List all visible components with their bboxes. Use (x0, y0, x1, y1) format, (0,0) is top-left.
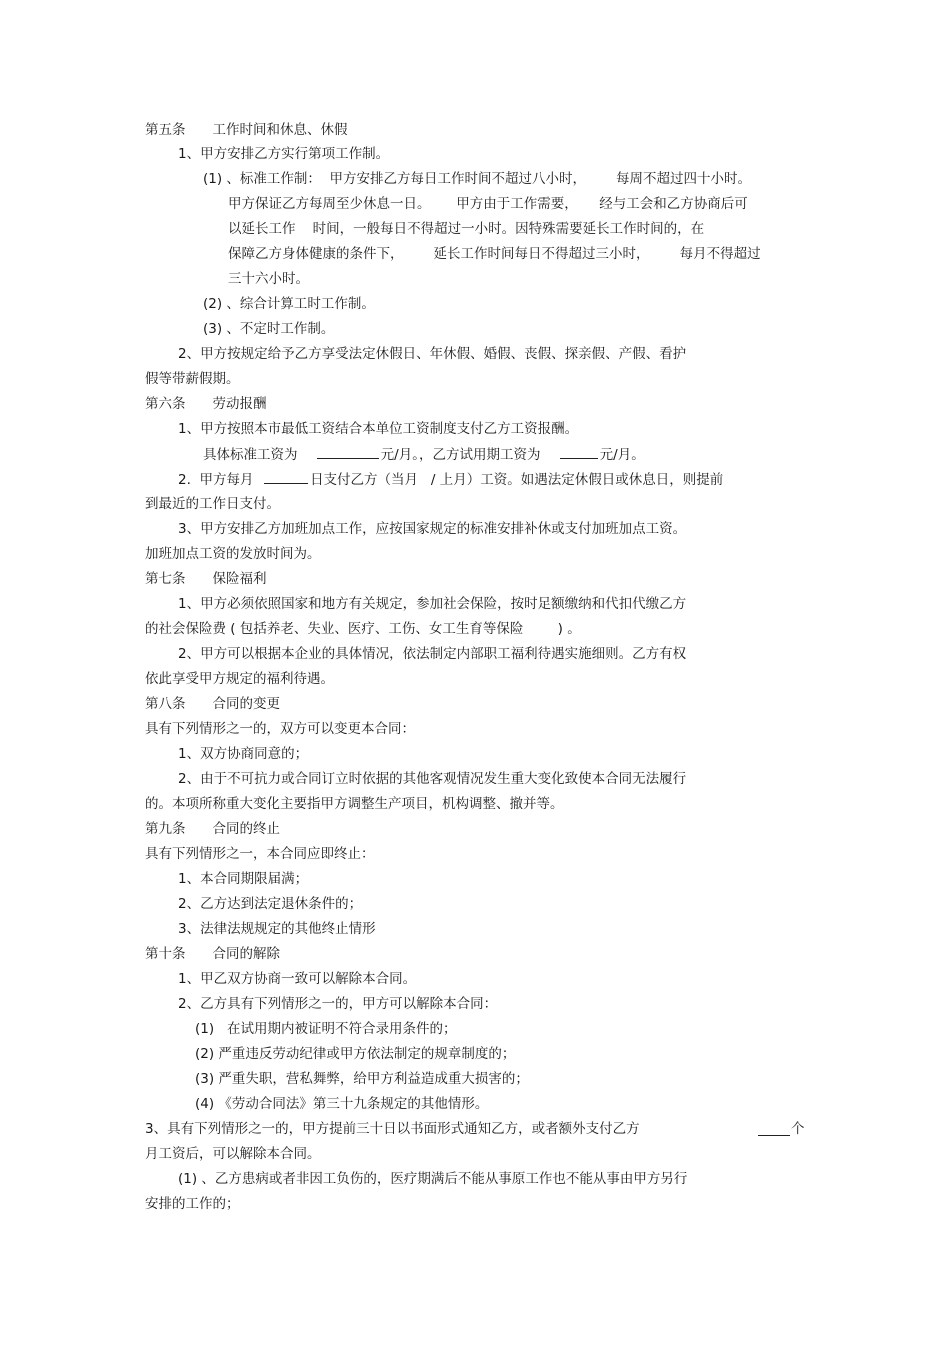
article-9-item-1: 1、本合同期限届满； (178, 871, 309, 887)
article-5-sub-1-line-2: 甲方保证乙方每周至少休息一日。 甲方由于工作需要， 经与工会和乙方协商后可 (228, 196, 748, 212)
standard-wage-label: 具体标准工资为 (203, 447, 298, 463)
article-10-item-2: 2、乙方具有下列情形之一的，甲方可以解除本合同： (178, 996, 498, 1012)
article-7-heading: 第七条 保险福利 (145, 571, 267, 587)
article-5-heading: 第五条 工作时间和休息、休假 (145, 122, 348, 138)
article-7-item-1-line-1: 1、甲方必须依照国家和地方有关规定，参加社会保险，按时足额缴纳和代扣代缴乙方 (178, 596, 687, 612)
article-5-sub-1-line-4: 保障乙方身体健康的条件下， 延长工作时间每日不得超过三小时， 每月不得超过 (228, 246, 761, 262)
article-5-item-1: 1、甲方安排乙方实行第项工作制。 (178, 146, 390, 162)
article-8-item-2-line-2: 的。本项所称重大变化主要指甲方调整生产项目，机构调整、撤并等。 (145, 796, 564, 812)
article-8-item-2-line-1: 2、由于不可抗力或合同订立时依据的其他客观情况发生重大变化致使本合同无法履行 (178, 771, 687, 787)
article-5-sub-1-line-1: (1) 、标准工作制： 甲方安排乙方每日工作时间不超过八小时， 每周不超过四十小时。 (203, 171, 752, 187)
article-10-sub-3: (3) 严重失职，营私舞弊，给甲方利益造成重大损害的； (195, 1071, 529, 1087)
article-6-item-3-line-1: 3、甲方安排乙方加班加点工作，应按国家规定的标准安排补休或支付加班加点工资。 (178, 521, 687, 537)
article-9-intro: 具有下列情形之一，本合同应即终止： (145, 846, 375, 862)
article-9-item-3: 3、法律法规规定的其他终止情形 (178, 921, 376, 937)
article-10-item-3-sub-1-line-1: (1) 、乙方患病或者非因工负伤的，医疗期满后不能从事原工作也不能从事由甲方另行 (178, 1171, 688, 1187)
article-10-sub-1: (1) 在试用期内被证明不符合录用条件的； (195, 1021, 457, 1037)
probation-wage-blank[interactable] (560, 445, 598, 459)
article-6-item-2-line-2: 到最近的工作日支付。 (145, 496, 280, 512)
pay-day-blank[interactable] (264, 470, 308, 484)
article-5-sub-2: (2) 、综合计算工时工作制。 (203, 296, 375, 312)
pay-day-text: 日支付乙方（当月 / 上月）工资。如遇法定休假日或休息日，则提前 (310, 472, 724, 488)
article-6-item-3-line-2: 加班加点工资的发放时间为。 (145, 546, 321, 562)
standard-wage-blank[interactable] (317, 445, 379, 459)
article-6-item-1: 1、甲方按照本市最低工资结合本单位工资制度支付乙方工资报酬。 (178, 421, 579, 437)
probation-wage-unit: 元/月。 (599, 447, 645, 463)
article-8-heading: 第八条 合同的变更 (145, 696, 280, 712)
article-10-heading: 第十条 合同的解除 (145, 946, 280, 962)
article-7-item-2-line-1: 2、甲方可以根据本企业的具体情况，依法制定内部职工福利待遇实施细则。乙方有权 (178, 646, 687, 662)
article-10-sub-4: (4) 《劳动合同法》第三十九条规定的其他情形。 (195, 1096, 489, 1112)
article-9-item-2: 2、乙方达到法定退休条件的； (178, 896, 363, 912)
article-9-heading: 第九条 合同的终止 (145, 821, 280, 837)
article-6-standard-wage-line (203, 445, 645, 464)
article-8-intro: 具有下列情形之一的，双方可以变更本合同： (145, 721, 415, 737)
article-7-item-2-line-2: 依此享受甲方规定的福利待遇。 (145, 671, 334, 687)
article-10-item-1: 1、甲乙双方协商一致可以解除本合同。 (178, 971, 417, 987)
article-5-sub-3: (3) 、不定时工作制。 (203, 321, 335, 337)
article-10-sub-2: (2) 严重违反劳动纪律或甲方依法制定的规章制度的； (195, 1046, 516, 1062)
article-10-item-3-sub-1-line-2: 安排的工作的； (145, 1196, 240, 1212)
article-8-item-1: 1、双方协商同意的； (178, 746, 309, 762)
probation-wage-label: 元/月。，乙方试用期工资为 (380, 447, 541, 463)
article-5-sub-1-line-3: 以延长工作 时间，一般每日不得超过一小时。因特殊需要延长工作时间的，在 (228, 221, 705, 237)
extra-months-blank[interactable] (758, 1122, 790, 1136)
article-7-item-1-line-2: 的社会保险费 ( 包括养老、失业、医疗、工伤、女工生育等保险 ) 。 (145, 621, 581, 637)
article-10-item-3-line-1: 3、具有下列情形之一的，甲方提前三十日以书面形式通知乙方，或者额外支付乙方 (145, 1121, 640, 1137)
article-5-sub-1-line-5: 三十六小时。 (228, 271, 309, 287)
extra-months-unit: 个 (791, 1121, 805, 1137)
article-6-heading: 第六条 劳动报酬 (145, 396, 267, 412)
article-5-item-2-line-1: 2、甲方按规定给予乙方享受法定休假日、年休假、婚假、丧假、探亲假、产假、看护 (178, 346, 687, 362)
article-5-item-2-line-2: 假等带薪假期。 (145, 371, 240, 387)
pay-day-label: 2. 甲方每月 (178, 472, 254, 488)
article-6-item-2-line-1 (178, 470, 723, 489)
article-10-item-3-line-2: 月工资后，可以解除本合同。 (145, 1146, 321, 1162)
